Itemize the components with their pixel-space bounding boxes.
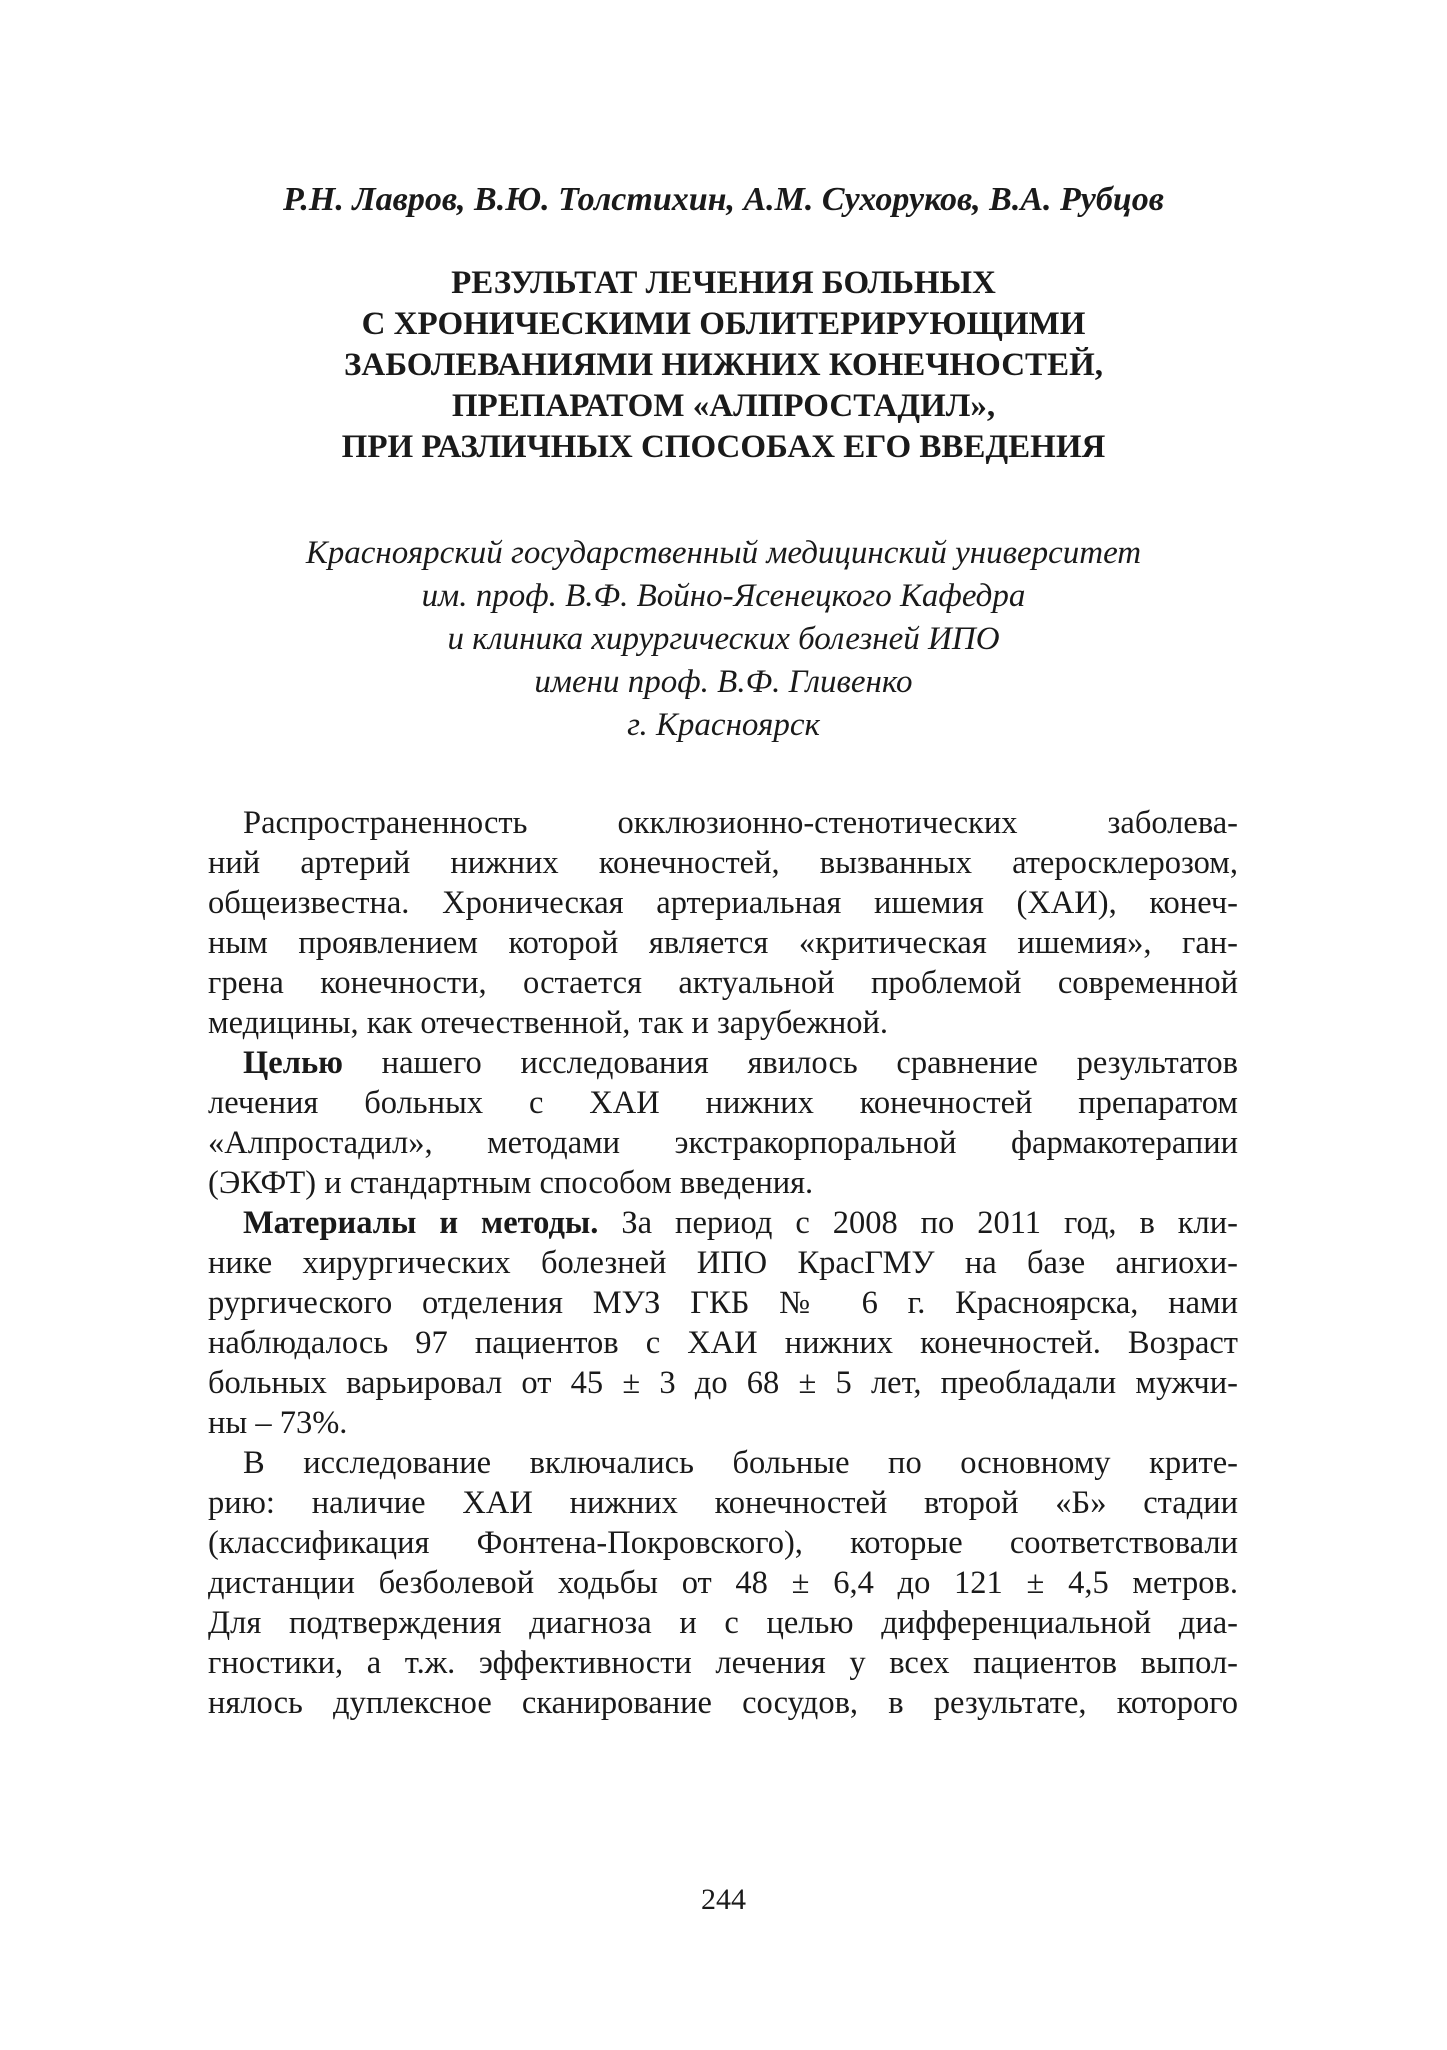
affiliation-line: и клиника хирургических болезней ИПО [447,621,1000,657]
body-line [208,1203,1238,1243]
article-title [0,263,1447,468]
affiliation-line: Красноярский государственный медицинский университет [305,535,1142,571]
paragraph-aim [208,1043,1238,1203]
body-line: нике хирургических болезней ИПО КрасГМУ на базе ангиохи- [208,1245,1238,1281]
body-line: грена конечности, остается актуальной проблемой современной [208,965,1238,1001]
affiliation [0,532,1447,747]
body-line: Распространенность окклюзионно-стенотических заболева- [243,805,1238,841]
body-line: ны – 73%. [208,1405,348,1441]
body-line: (классификация Фонтена-Покровского), которые соответствовали [208,1525,1238,1561]
affiliation-line: им. проф. В.Ф. Войно-Ясенецкого Кафедра [421,578,1026,614]
title-line: РЕЗУЛЬТАТ ЛЕЧЕНИЯ БОЛЬНЫХ [451,265,996,301]
affiliation-line: имени проф. В.Ф. Гливенко [534,664,913,700]
body-line: Для подтверждения диагноза и с целью дифференциальной диа- [208,1605,1238,1641]
paragraph-methods [208,1203,1238,1443]
body-line: ний артерий нижних конечностей, вызванных атеросклерозом, [208,845,1238,881]
article-body [208,803,1238,1723]
title-line: ПРИ РАЗЛИЧНЫХ СПОСОБАХ ЕГО ВВЕДЕНИЯ [341,429,1106,465]
body-line: общеизвестна. Хроническая артериальная ишемия (ХАИ), конеч- [208,885,1238,921]
body-line: рию: наличие ХАИ нижних конечностей второй «Б» стадии [208,1485,1238,1521]
title-line: ЗАБОЛЕВАНИЯМИ НИЖНИХ КОНЕЧНОСТЕЙ, [343,347,1104,383]
paragraph-intro [208,803,1238,1043]
body-line [208,1043,1238,1083]
authors-line: Р.Н. Лавров, В.Ю. Толстихин, А.М. Сухоруков, В.А. Рубцов [283,181,1164,218]
body-line: гностики, а т.ж. эффективности лечения у всех пациентов выпол- [208,1645,1238,1681]
paragraph-criteria [208,1443,1238,1723]
body-line: дистанции безболевой ходьбы от 48 ± 6,4 до 121 ± 4,5 метров. [208,1565,1238,1601]
aim-lead: Целью [243,1045,343,1081]
body-line: больных варьировал от 45 ± 3 до 68 ± 5 лет, преобладали мужчи- [208,1365,1238,1401]
title-line: С ХРОНИЧЕСКИМИ ОБЛИТЕРИРУЮЩИМИ [361,306,1086,342]
body-line: нялось дуплексное сканирование сосудов, в результате, которого [208,1685,1238,1721]
body-line: «Алпростадил», методами экстракорпоральной фармакотерапии [208,1125,1238,1161]
title-line: ПРЕПАРАТОМ «АЛПРОСТАДИЛ», [451,388,996,424]
body-line: медицины, как отечественной, так и зарубежной. [208,1005,889,1041]
methods-line-rest: За период с 2008 по 2011 год, в кли- [598,1205,1238,1241]
body-line: ным проявлением которой является «критическая ишемия», ган- [208,925,1238,961]
body-line: (ЭКФТ) и стандартным способом введения. [208,1165,814,1201]
body-line: рургического отделения МУЗ ГКБ № 6 г. Красноярска, нами [208,1285,1238,1321]
methods-lead: Материалы и методы. [243,1205,599,1241]
body-line: В исследование включались больные по основному крите- [243,1445,1238,1481]
body-line: наблюдалось 97 пациентов с ХАИ нижних конечностей. Возраст [208,1325,1238,1361]
aim-line-rest: нашего исследования явилось сравнение результатов [342,1045,1238,1081]
page-number: 244 [701,1883,746,1916]
affiliation-line: г. Красноярск [627,707,820,743]
body-line: лечения больных с ХАИ нижних конечностей препаратом [208,1085,1238,1121]
